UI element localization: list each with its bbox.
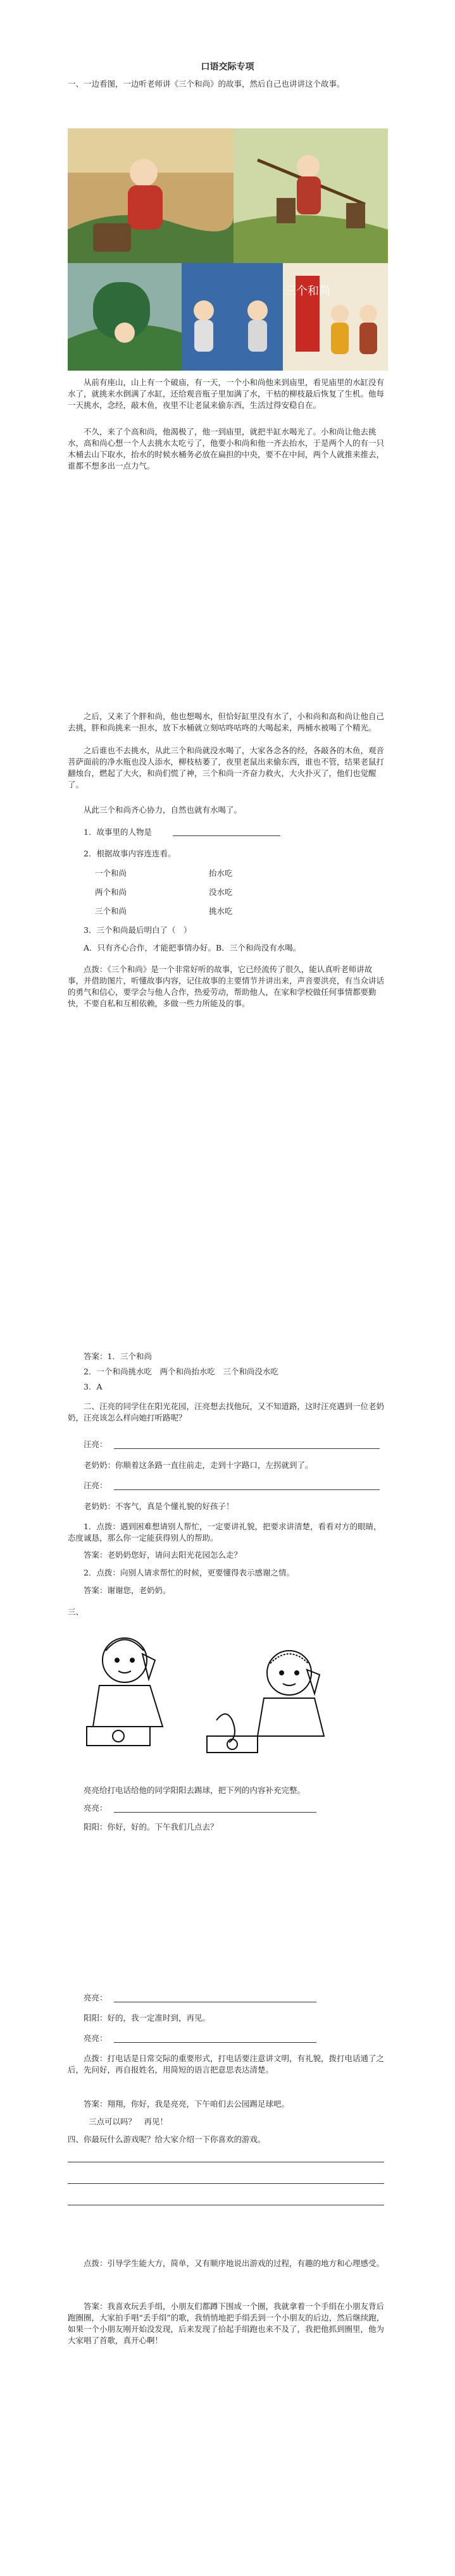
section4-blank-2[interactable] [68, 2183, 384, 2184]
story-paragraph-1: 从前有座山，山上有一个破庙，有一天，一个小和尚他来到庙里，看见庙里的水缸没有水了，就挑来水倒满了水缸，还给观音瓶子里加满了水，干枯的柳枝最后恢复了生机。他每一天挑水，念经，敲木鱼，夜里不让老鼠来偷东西，生活过得安稳自在。 [68, 378, 385, 410]
match-left-2: 两个和尚 [95, 887, 127, 897]
analysis-paragraph: 点拨：《三个和尚》是一个非常好听的故事，它已经流传了很久，能认真听老师讲故事，并借助图片，听懂故事内容，记住故事的主要情节并讲出来，声音要洪亮，有当众讲话的勇气和信心，要学会与他人合作，热爱劳动，帮助他人，在家和学校做任何事情都要勤快，不要自私和互相依赖，多做一些力所能及的事。 [68, 964, 385, 1008]
section3-answer: 答案：翔翔，你好，我是亮亮，下午咱们去公园踢足球吧。 [84, 2099, 290, 2109]
phone-receiver-left-icon [142, 1654, 155, 1679]
story-paragraph-2: 不久，来了个高和尚，他渴极了，他一到庙里，就把半缸水喝光了。小和尚让他去挑水，高和尚心想一个人去挑水太吃亏了，他要小和尚和他一齐去抬水，于是两个人的有一只木桶去山下取水，抬水的时候水桶务必放在扁担的中央，要不在中间，两个人就推来推去，谁都不想多出一点力气。 [68, 427, 385, 471]
section2-answer-1: 答案：老奶奶您好，请问去阳光花园怎么走？ [84, 1550, 242, 1560]
monk-robe [128, 185, 163, 230]
liangliang-blank-3[interactable] [114, 2042, 316, 2043]
question-3-options: A．只有齐心合作，才能把事情办好。B．三个和尚没有水喝。 [84, 943, 301, 952]
section3-intro: 亮亮给打电话给他的同学阳阳去踢球，把下列的内容补充完整。 [84, 1785, 306, 1795]
question-1: 1．故事里的人物是 [84, 827, 152, 837]
yangyang-line-2: 阳阳：好的，我一定准时到，再见。 [84, 2013, 211, 2023]
story-paragraph-3: 之后，又来了个胖和尚，他也想喝水，但恰好缸里没有水了，小和尚和高和尚让他自己去挑，胖和尚挑来一担水，放下水桶就立刻咕咚咕咚的大喝起来，两桶水被喝了个精光。 [68, 712, 385, 732]
boy-right-head [267, 1651, 311, 1695]
wang-label-1: 汪亮： [84, 1439, 108, 1449]
section2-intro: 二、汪亮的同学住在阳光花园，汪亮想去找他玩，又不知道路，这时汪亮遇到一位老奶奶，汪亮该怎么样向她打听路呢？ [68, 1402, 385, 1422]
page-title: 口语交际专项 [201, 62, 254, 72]
wang-label-2: 汪亮： [84, 1481, 108, 1490]
section2-tip-1: 1．点拨：遇到困难想请别人帮忙，一定要讲礼貌，把要求讲清楚，看看对方的眼睛，态度诚恳，那么你一定能获得别人的帮助。 [68, 1522, 382, 1543]
match-right-1: 抬水吃 [209, 868, 233, 878]
phone-call-illustration [68, 1625, 388, 1765]
answer-blank-1[interactable] [173, 835, 280, 836]
liangliang-blank-1[interactable] [114, 1812, 316, 1813]
section3-tip: 点拨：打电话是日常交际的重要形式，打电话要注意讲文明，有礼貌，拨打电话通了之后，先问好，再自报姓名，用简短的语言把意思表达清楚。 [68, 2054, 385, 2074]
wang-answer-blank-1[interactable] [114, 1448, 380, 1449]
section4-tip: 点拨：引导学生能大方，简单，又有顺序地说出游戏的过程，有趣的地方和心理感受。 [84, 2259, 385, 2268]
story-paragraph-4: 之后谁也不去挑水，从此三个和尚就没水喝了，大家各念各的经，各敲各的木鱼，观音菩萨面前的净水瓶也没人添水，柳枝枯萎了，夜里老鼠出来偷东西，谁也不管，结果老鼠打翻烛台，燃起了大火，和尚们慌了神，三个和尚一齐奋力救火，大火扑灭了，他们也觉醒了。 [68, 746, 385, 789]
liangliang-line-1: 亮亮： [84, 1803, 108, 1813]
liangliang-line-2: 亮亮： [84, 1993, 108, 2002]
comic-strip-bottom [68, 263, 388, 371]
yangyang-line-1: 阳阳：你好，好的。下午我们几点去？ [84, 1822, 218, 1832]
match-left-1: 一个和尚 [95, 868, 127, 878]
section2-answer-2: 答案：谢谢您，老奶奶。 [84, 1586, 171, 1595]
comic-caption: 三个和尚 [285, 285, 330, 298]
wang-answer-blank-2[interactable] [114, 1489, 380, 1490]
answer-3: 3．A [84, 1382, 103, 1391]
boy-left-head [103, 1638, 147, 1682]
phone-base-left-icon [87, 1727, 150, 1746]
section2-tip-2: 2．点拨：向别人请求帮忙的时候，更要懂得表示感谢之情。 [84, 1568, 294, 1577]
comic-strip-top [68, 128, 388, 263]
bucket [93, 223, 131, 252]
section1-intro: 一、一边看图，一边听老师讲《三个和尚》的故事，然后自己也讲讲这个故事。 [68, 79, 345, 89]
section3-label: 三、 [68, 1607, 84, 1617]
granny-reply-1: 老奶奶：你顺着这条路一直往前走，走到十字路口，左拐就到了。 [84, 1460, 313, 1470]
story-moral: 从此三个和尚齐心协力，自然也就有水喝了。 [84, 805, 242, 815]
granny-reply-2: 老奶奶：不客气，真是个懂礼貌的好孩子！ [84, 1501, 234, 1511]
answer-1: 答案：1．三个和尚 [84, 1352, 152, 1361]
liangliang-line-3: 亮亮： [84, 2033, 108, 2043]
match-right-3: 挑水吃 [209, 906, 233, 916]
section3-answer-2: 三点可以吗？ 再见！ [89, 2117, 168, 2126]
phone-cord [216, 1714, 235, 1742]
monk-head [130, 159, 158, 187]
match-left-3: 三个和尚 [95, 906, 127, 916]
question-3: 3．三个和尚最后明白了（ ） [84, 925, 192, 935]
question-2: 2．根据故事内容连连看。 [84, 849, 176, 858]
section4-answer: 答案：我喜欢玩丢手绢，小朋友们都蹲下围成一个圈，我就拿着一个手绢在小朋友背后跑圈圈，大家拍手唱“丢手绢”的歌，我悄悄地把手绢丢到一个小朋友的后边，然后继续跑，如果一个小朋友刚开始没发现，后来发现了拾起手绢跑也来不及了，我把他抓到圈里，他为大家唱了首歌，真开心啊！ [68, 2302, 385, 2345]
match-right-2: 没水吃 [209, 887, 233, 897]
section4-intro: 四、你最玩什么游戏呢？给大家介绍一下你喜欢的游戏。 [68, 2135, 266, 2144]
answer-2: 2．一个和尚挑水吃 两个和尚抬水吃 三个和尚没水吃 [84, 1367, 278, 1376]
